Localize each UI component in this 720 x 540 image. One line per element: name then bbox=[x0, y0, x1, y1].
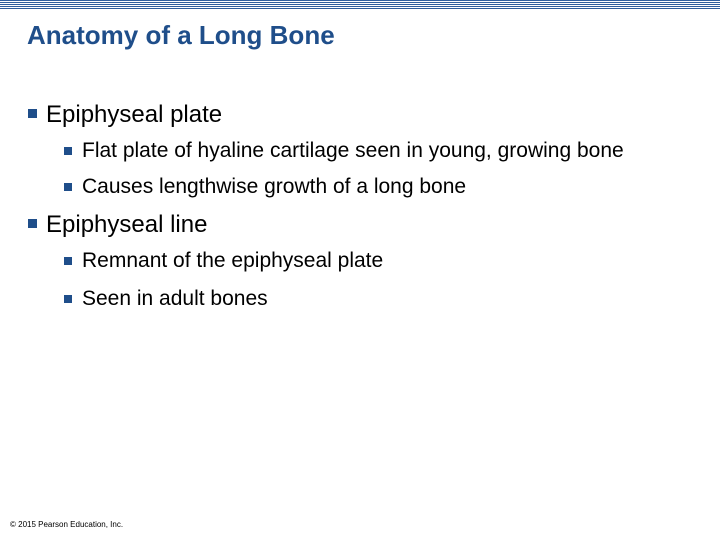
bullet-text: Epiphyseal plate bbox=[46, 101, 223, 128]
sub-bullets-epiphyseal-line bbox=[64, 248, 708, 312]
sub-bullet-text: Remnant of the epiphyseal plate bbox=[82, 249, 384, 272]
square-bullet-icon bbox=[64, 147, 72, 155]
sub-bullet-flat-plate bbox=[64, 138, 682, 164]
sub-bullet-lengthwise-growth bbox=[64, 174, 708, 200]
square-bullet-icon bbox=[28, 219, 37, 228]
copyright-notice: © 2015 Pearson Education, Inc. bbox=[10, 520, 124, 529]
square-bullet-icon bbox=[64, 295, 72, 303]
bullet-text: Epiphyseal line bbox=[46, 211, 208, 238]
sub-bullet-adult-bones bbox=[64, 286, 708, 312]
bullet-epiphyseal-line bbox=[28, 210, 708, 240]
sub-bullet-text: Seen in adult bones bbox=[82, 287, 268, 310]
square-bullet-icon bbox=[64, 257, 72, 265]
bullet-epiphyseal-plate bbox=[28, 100, 708, 130]
square-bullet-icon bbox=[64, 183, 72, 191]
top-stripe-decoration bbox=[0, 0, 720, 10]
slide-content bbox=[28, 100, 708, 312]
sub-bullet-text: Flat plate of hyaline cartilage seen in young, growing bone bbox=[82, 139, 624, 162]
sub-bullets-epiphyseal-plate bbox=[64, 138, 708, 200]
slide-title: Anatomy of a Long Bone bbox=[27, 20, 335, 50]
square-bullet-icon bbox=[28, 109, 37, 118]
sub-bullet-text: Causes lengthwise growth of a long bone bbox=[82, 175, 467, 198]
sub-bullet-remnant bbox=[64, 248, 708, 274]
